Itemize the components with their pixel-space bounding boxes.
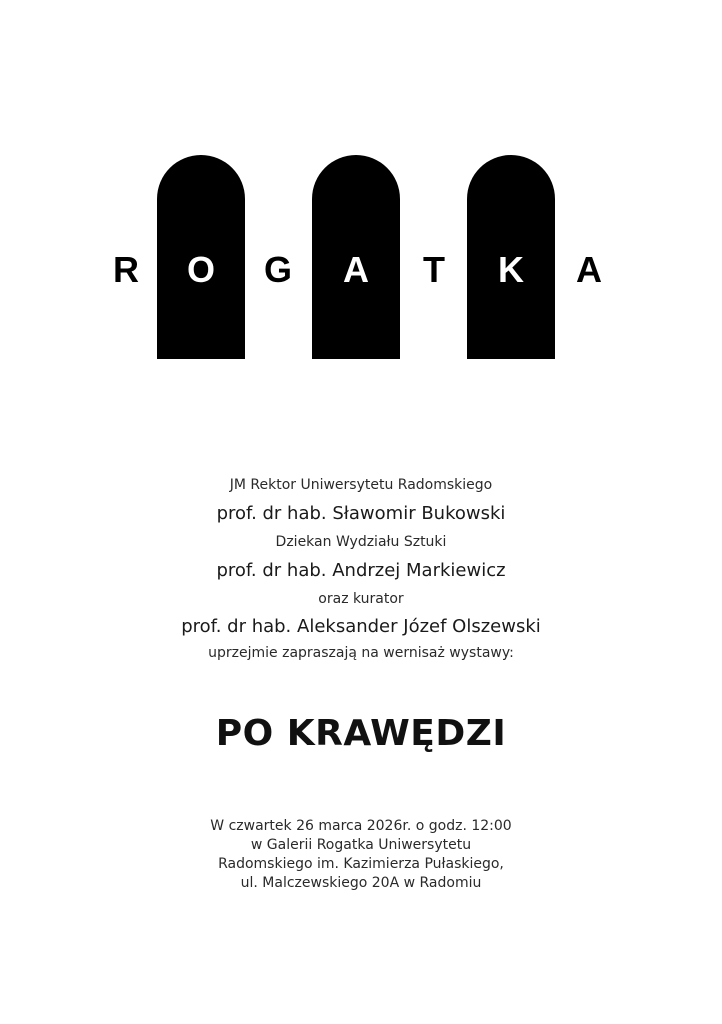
curator-label: oraz kurator — [318, 591, 404, 607]
event-venue-line1: w Galerii Rogatka Uniwersytetu — [250, 837, 472, 853]
event-date-time: W czwartek 26 marca 2026r. o godz. 12:00 — [210, 818, 512, 834]
curator-name: prof. dr hab. Aleksander Józef Olszewski — [181, 616, 541, 637]
rector-name: prof. dr hab. Sławomir Bukowski — [216, 503, 506, 524]
exhibition-title: PO KRAWĘDZI — [215, 713, 507, 754]
dean-title: Dziekan Wydziału Sztuki — [275, 534, 447, 550]
event-venue-line2: Radomskiego im. Kazimierza Pułaskiego, — [218, 856, 504, 872]
rogatka-logo — [0, 0, 722, 380]
logo-letter-o: O — [186, 249, 215, 290]
logo-letter-g: G — [263, 249, 292, 290]
logo-letter-a-final: A — [576, 249, 602, 290]
invitation-text: uprzejmie zapraszają na wernisaż wystawy: — [208, 645, 514, 661]
event-details — [0, 817, 722, 893]
logo-letter-r: R — [113, 249, 139, 290]
logo-letter-k: K — [498, 249, 524, 290]
logo-letter-t: T — [423, 249, 445, 290]
rector-title: JM Rektor Uniwersytetu Radomskiego — [229, 477, 493, 493]
logo-letter-a: A — [343, 249, 369, 290]
dean-name: prof. dr hab. Andrzej Markiewicz — [216, 560, 506, 581]
event-address: ul. Malczewskiego 20A w Radomiu — [240, 875, 482, 891]
